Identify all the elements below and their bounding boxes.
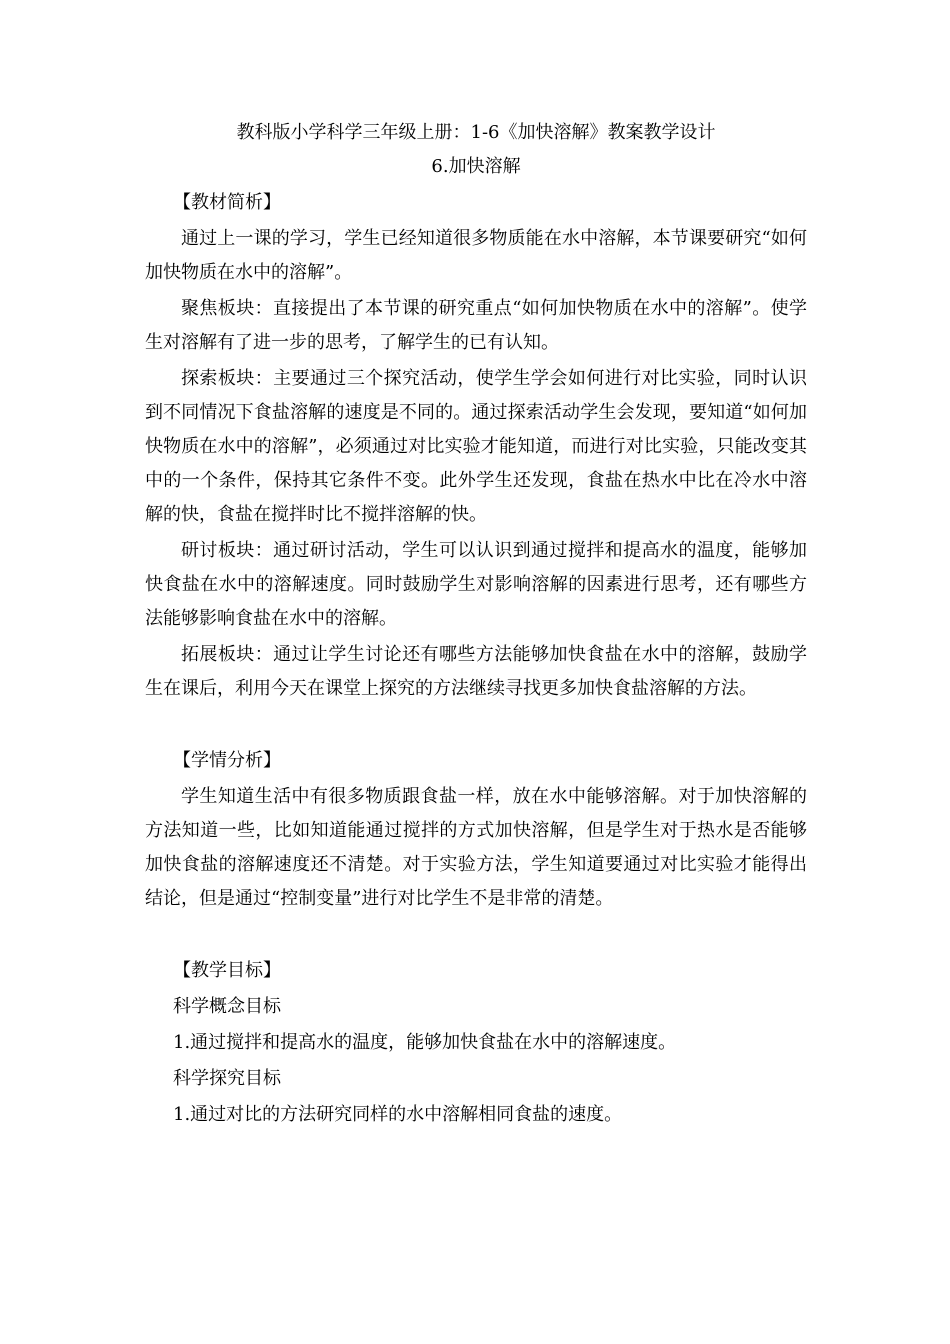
paragraph-focus-block: 聚焦板块：直接提出了本节课的研究重点“如何加快物质在水中的溶解”。使学生对溶解有了进一步的思考，了解学生的已有认知。	[145, 298, 807, 353]
section-heading-materials: 【教材简析】	[173, 192, 281, 213]
document-title: 教科版小学科学三年级上册：1-6《加快溶解》教案教学设计	[236, 122, 716, 143]
goal-inquiry-label: 科学探究目标	[173, 1068, 281, 1089]
goal-inquiry-item: 1.通过对比的方法研究同样的水中溶解相同食盐的速度。	[173, 1104, 623, 1125]
document-subtitle: 6.加快溶解	[431, 156, 521, 177]
paragraph-student-analysis: 学生知道生活中有很多物质跟食盐一样，放在水中能够溶解。对于加快溶解的方法知道一些，比如知道能通过搅拌的方式加快溶解，但是学生对于热水是否能够加快食盐的溶解速度还不清楚。对于实验方法，学生知道要通过对比实验才能得出结论，但是通过“控制变量”进行对比学生不是非常的清楚。	[145, 786, 807, 909]
section-teaching-goals	[145, 954, 807, 1134]
goal-concept-item: 1.通过搅拌和提高水的温度，能够加快食盐在水中的溶解速度。	[173, 1032, 677, 1053]
spacer	[145, 708, 807, 744]
paragraph-explore-block: 探索板块：主要通过三个探究活动，使学生学会如何进行对比实验，同时认识到不同情况下食盐溶解的速度是不同的。通过探索活动学生会发现，要知道“如何加快物质在水中的溶解”，必须通过对比实验才能知道，而进行对比实验，只能改变其中的一个条件，保持其它条件不变。此外学生还发现，食盐在热水中比在冷水中溶解的快，食盐在搅拌时比不搅拌溶解的快。	[145, 368, 807, 525]
document-body	[145, 116, 807, 1134]
paragraph-extend-block: 拓展板块：通过让学生讨论还有哪些方法能够加快食盐在水中的溶解，鼓励学生在课后，利用今天在课堂上探究的方法继续寻找更多加快食盐溶解的方法。	[145, 644, 807, 699]
paragraph-discuss-block: 研讨板块：通过研讨活动，学生可以认识到通过搅拌和提高水的温度，能够加快食盐在水中的溶解速度。同时鼓励学生对影响溶解的因素进行思考，还有哪些方法能够影响食盐在水中的溶解。	[145, 540, 807, 629]
section-student-analysis	[145, 744, 807, 916]
paragraph-materials-intro: 通过上一课的学习，学生已经知道很多物质能在水中溶解，本节课要研究“如何加快物质在水中的溶解”。	[145, 228, 807, 283]
section-heading-students: 【学情分析】	[173, 750, 281, 771]
section-heading-goals: 【教学目标】	[173, 960, 281, 981]
spacer	[145, 918, 807, 954]
section-materials-analysis	[145, 186, 807, 706]
goal-concept-label: 科学概念目标	[173, 996, 281, 1017]
